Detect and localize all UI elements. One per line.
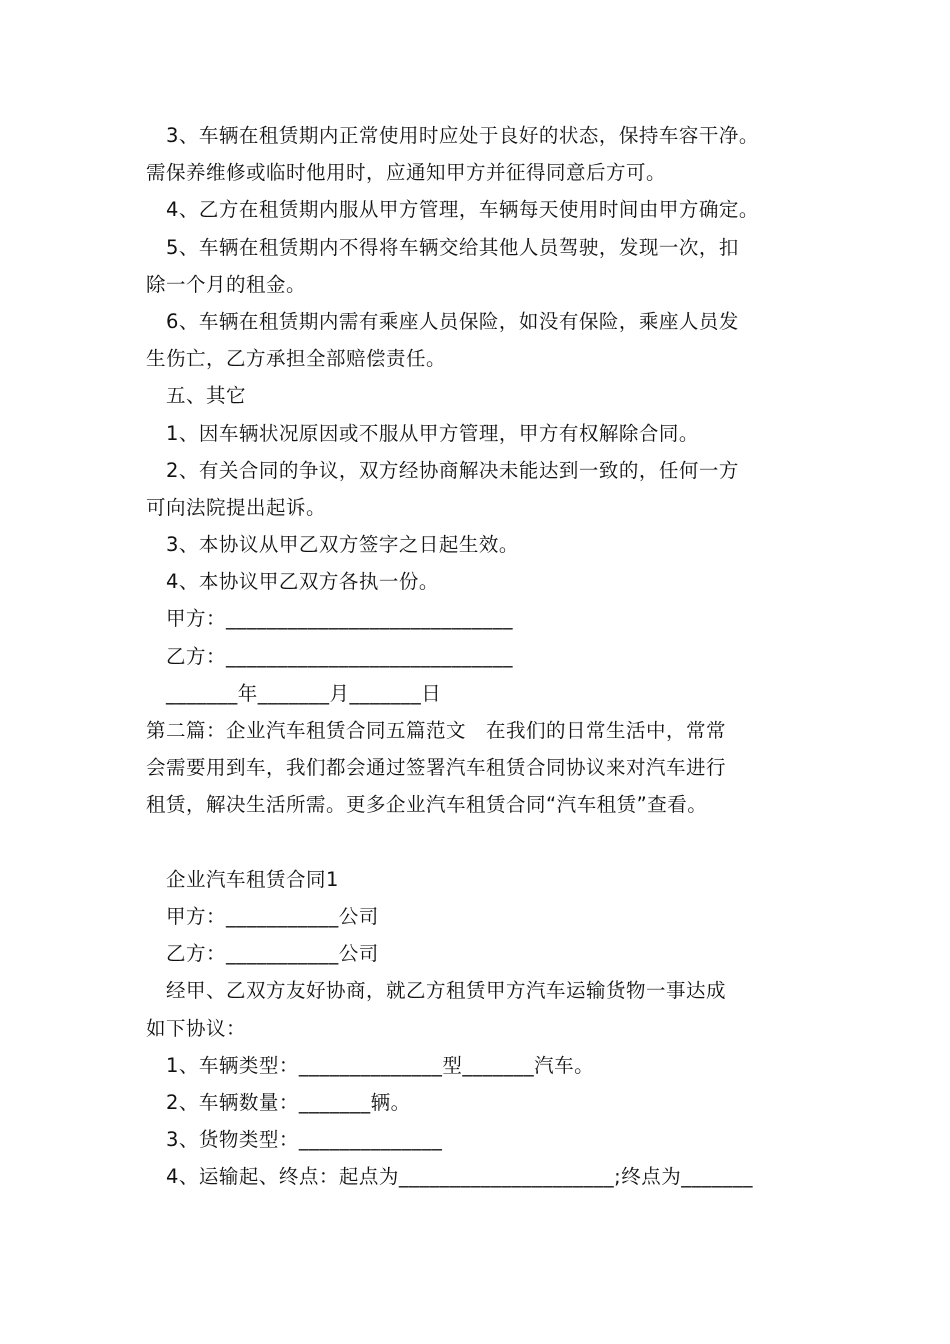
text-line: 4、本协议甲乙双方各执一份。 [166,570,439,594]
text-line: 除一个月的租金。 [146,272,307,296]
text-line: 生伤亡，乙方承担全部赔偿责任。 [146,347,447,371]
text-line: 乙方：___________公司 [166,942,379,966]
text-line: 3、车辆在租赁期内正常使用时应处于良好的状态，保持车容干净。 [166,124,759,147]
text-line: 5、车辆在租赁期内不得将车辆交给其他人员驾驶，发现一次，扣 [166,235,739,259]
text-line: 需保养维修或临时他用时，应通知甲方并征得同意后方可。 [146,161,667,185]
text-line: 五、其它 [166,384,247,408]
text-line: 3、货物类型：______________ [166,1128,443,1152]
text-line: 1、车辆类型：______________型_______汽车。 [166,1053,595,1077]
text-line: 会需要用到车，我们都会通过签署汽车租赁合同协议来对汽车进行 [146,756,727,780]
text-line: 租赁，解决生活所需。更多企业汽车租赁合同“汽车租赁”查看。 [146,793,708,817]
text-line: 4、乙方在租赁期内服从甲方管理，车辆每天使用时间由甲方确定。 [166,198,759,222]
text-line: 如下协议： [146,1016,247,1040]
text-line: 乙方：____________________________ [166,644,514,668]
text-line: 1、因车辆状况原因或不服从甲方管理，甲方有权解除合同。 [166,421,699,445]
text-line: 甲方：____________________________ [166,607,514,631]
text-line: 可向法院提出起诉。 [146,495,327,519]
blank-line [146,824,816,861]
text-line: 6、车辆在租赁期内需有乘座人员保险，如没有保险，乘座人员发 [166,309,739,333]
text-line: _______年_______月_______日 [166,681,442,705]
text-line: 企业汽车租赁合同1 [166,867,339,891]
text-line: 2、有关合同的争议，双方经协商解决未能达到一致的，任何一方 [166,458,739,482]
document-page [146,117,816,1195]
text-line: 第二篇：企业汽车租赁合同五篇范文 在我们的日常生活中，常常 [146,719,727,742]
text-line: 2、车辆数量：_______辆。 [166,1090,411,1114]
text-line: 3、本协议从甲乙双方签字之日起生效。 [166,533,519,557]
text-line: 甲方：___________公司 [166,904,379,928]
text-line: 4、运输起、终点：起点为_____________________;终点为_______ [166,1165,753,1189]
text-line: 经甲、乙双方友好协商，就乙方租赁甲方汽车运输货物一事达成 [166,979,727,1003]
